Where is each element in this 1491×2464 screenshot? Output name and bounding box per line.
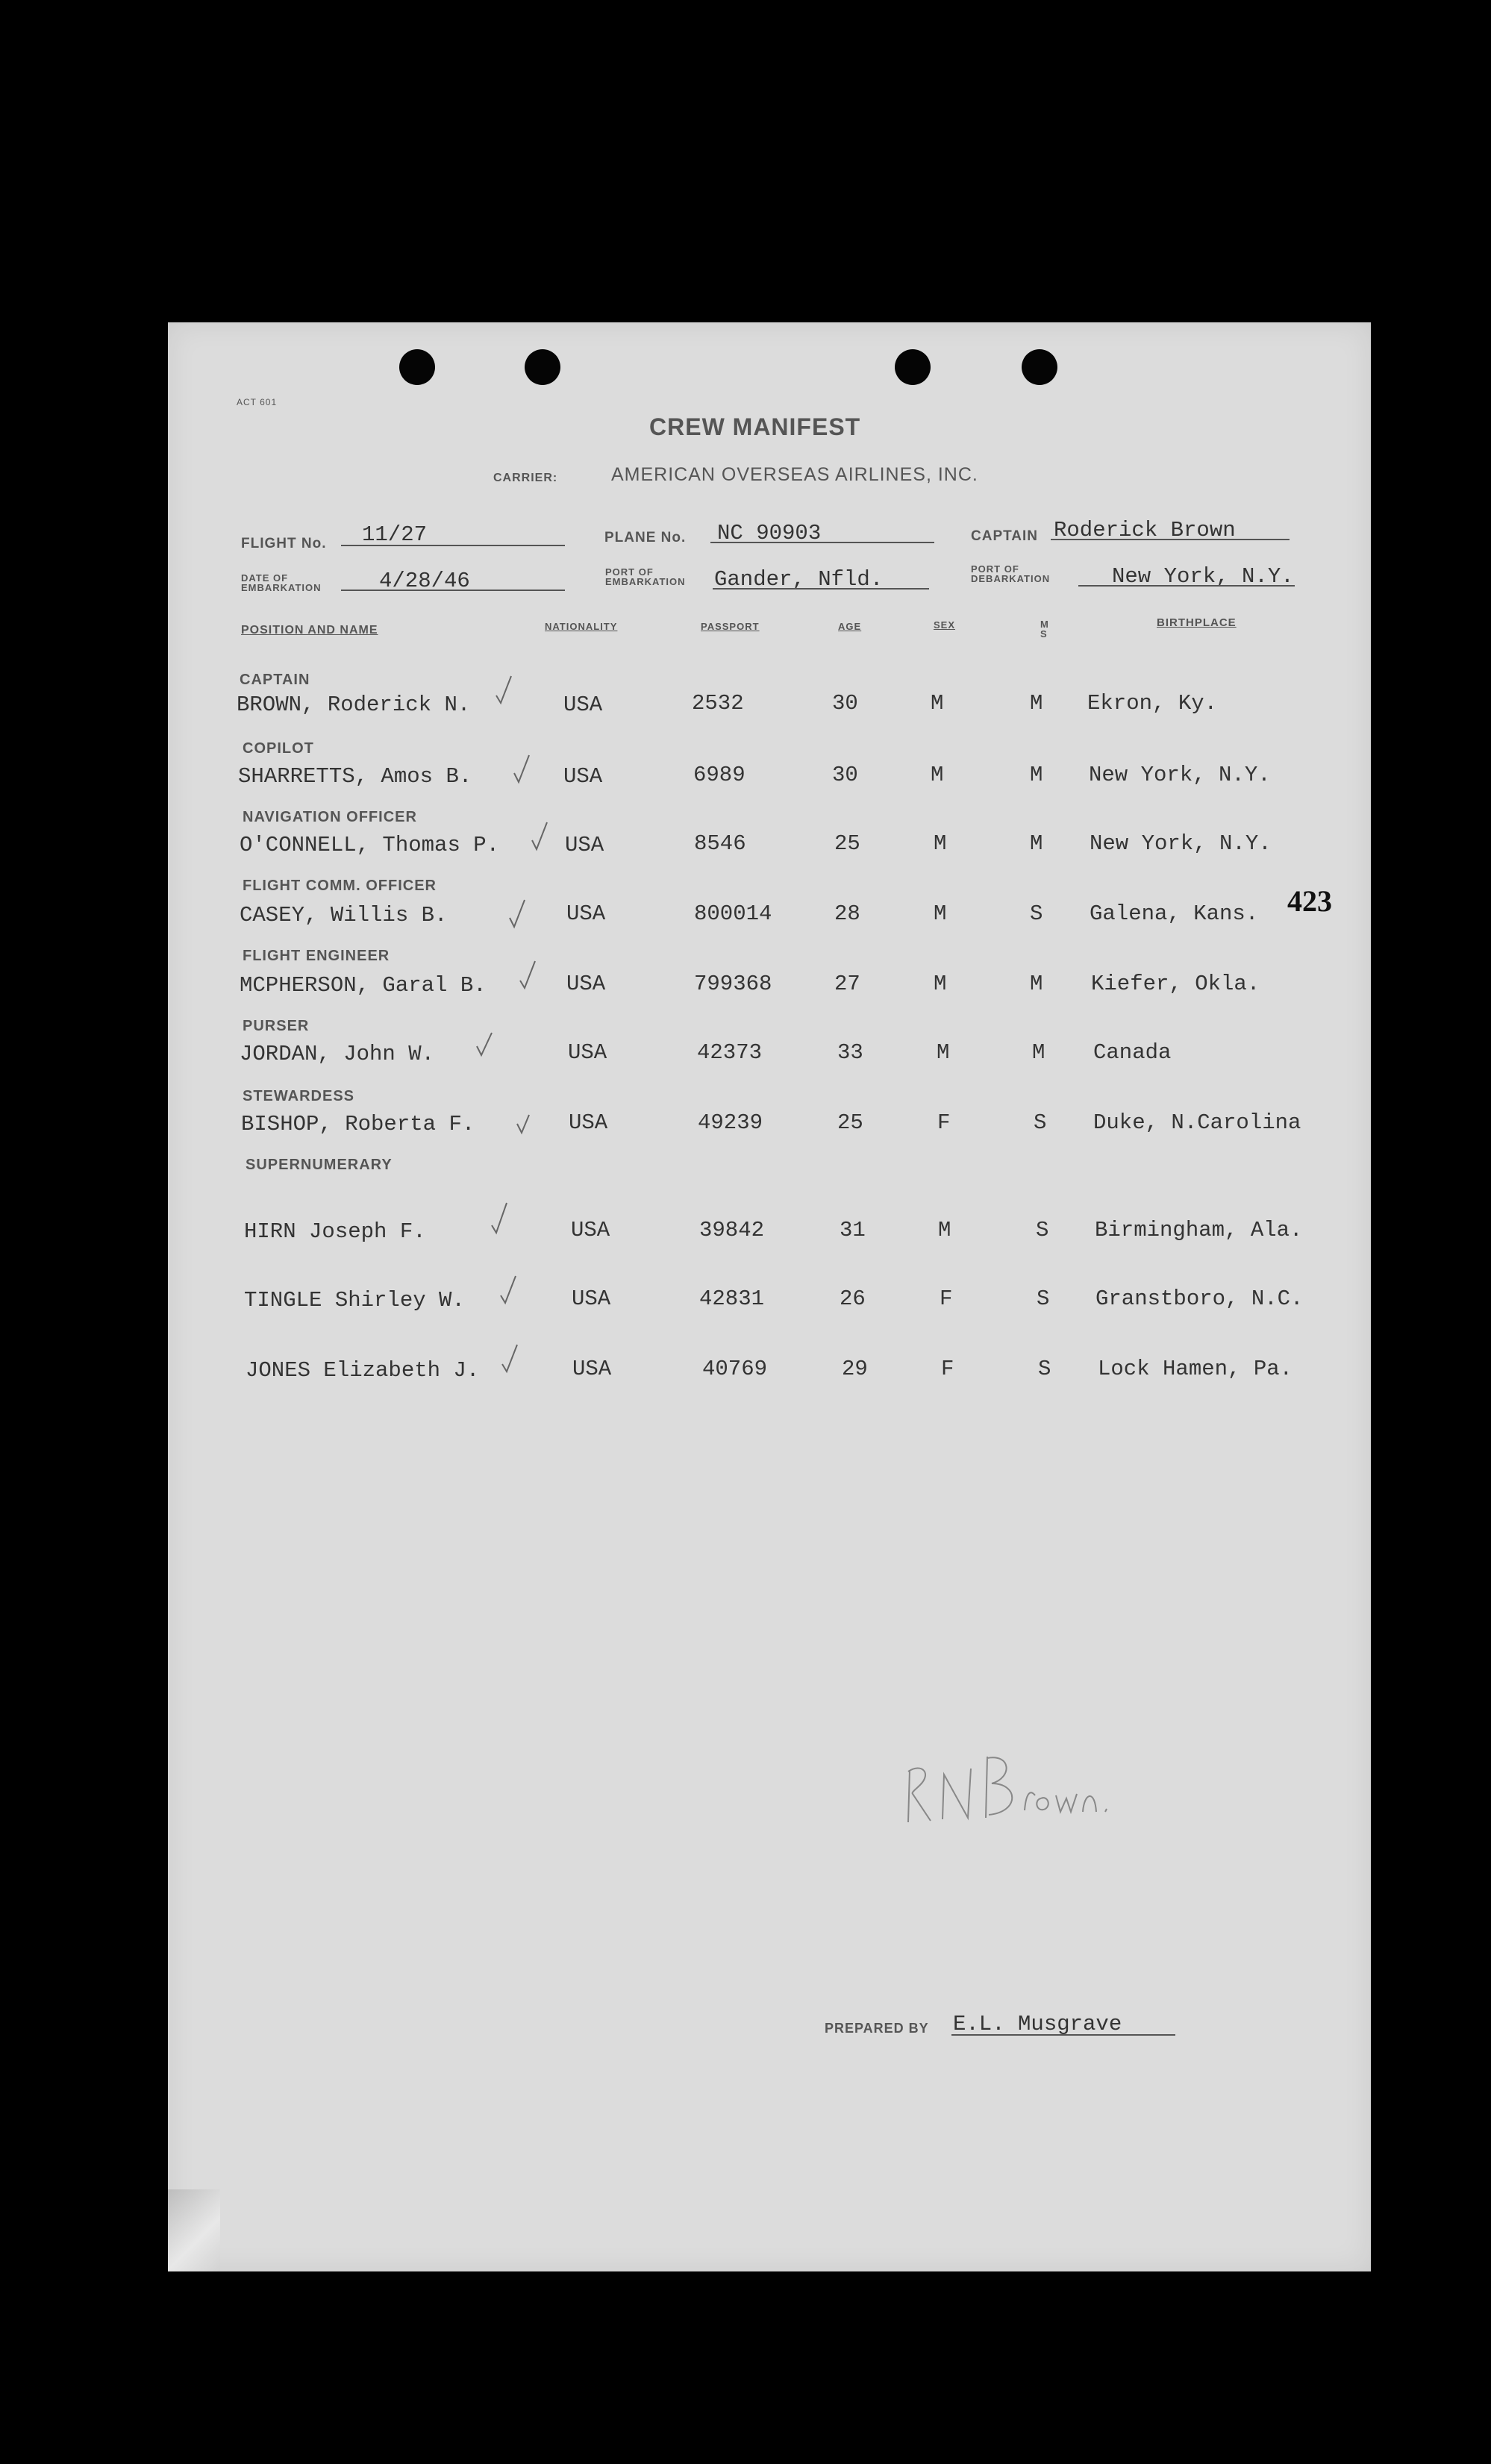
crew-marital: M — [1032, 1040, 1045, 1065]
punch-hole — [525, 349, 560, 385]
check-mark-icon — [531, 821, 547, 851]
folded-corner — [168, 2189, 220, 2271]
plane-rule — [710, 542, 934, 543]
crew-marital: M — [1030, 763, 1043, 787]
date-label: DATE OF EMBARKATION — [241, 572, 322, 593]
crew-marital: M — [1030, 691, 1043, 716]
check-mark-icon — [519, 960, 535, 989]
crew-passport: 42373 — [697, 1040, 763, 1065]
prepared-by-rule — [951, 2034, 1175, 2036]
crew-age: 28 — [834, 901, 860, 926]
crew-age: 25 — [837, 1110, 863, 1135]
crew-name: JORDAN, John W. — [240, 1042, 435, 1066]
crew-passport: 800014 — [694, 901, 772, 926]
crew-sex: M — [931, 763, 944, 787]
port-debarkation-value: New York, N.Y. — [1112, 564, 1294, 589]
supernumerary-passport: 42831 — [699, 1286, 765, 1311]
supernumerary-nationality: USA — [572, 1286, 611, 1311]
crew-role: STEWARDESS — [243, 1088, 355, 1104]
crew-name: BISHOP, Roberta F. — [241, 1112, 475, 1136]
supernumerary-marital: S — [1037, 1286, 1050, 1311]
supernumerary-nationality: USA — [571, 1218, 610, 1242]
supernumerary-age: 29 — [842, 1357, 868, 1381]
crew-age: 27 — [834, 972, 860, 996]
crew-passport: 49239 — [698, 1110, 763, 1135]
check-mark-icon — [516, 1107, 532, 1137]
supernumerary-marital: S — [1036, 1218, 1049, 1242]
flight-rule — [341, 545, 565, 546]
crew-birthplace: Duke, N.Carolina — [1093, 1110, 1301, 1135]
port-embarkation-label: PORT OF EMBARKATION — [605, 566, 686, 587]
check-mark-icon — [513, 754, 529, 784]
supernumerary-sex: F — [941, 1357, 954, 1381]
port-embarkation-rule — [713, 588, 929, 590]
port-debarkation-label: PORT OF DEBARKATION — [971, 563, 1051, 584]
prepared-by-value: E.L. Musgrave — [953, 2012, 1122, 2036]
punch-hole — [1022, 349, 1057, 385]
crew-birthplace: Ekron, Ky. — [1087, 691, 1218, 716]
check-mark-icon — [508, 898, 525, 928]
crew-nationality: USA — [569, 1110, 608, 1135]
manifest-page — [168, 322, 1371, 2271]
supernumerary-sex: F — [940, 1286, 953, 1311]
punch-hole — [895, 349, 931, 385]
crew-sex: M — [931, 691, 944, 716]
carrier-name: AMERICAN OVERSEAS AIRLINES, INC. — [611, 464, 978, 485]
crew-marital: M — [1030, 831, 1043, 856]
page-title: CREW MANIFEST — [649, 413, 861, 440]
crew-age: 25 — [834, 831, 860, 856]
crew-birthplace: New York, N.Y. — [1090, 831, 1272, 856]
col-position-name: POSITION AND NAME — [241, 624, 378, 637]
col-passport: PASSPORT — [701, 621, 760, 632]
captain-signature — [899, 1740, 1116, 1837]
supernumerary-passport: 39842 — [699, 1218, 765, 1242]
carrier-label: CARRIER: — [493, 472, 558, 484]
crew-passport: 2532 — [692, 691, 744, 716]
crew-sex: M — [934, 972, 947, 996]
supernumerary-age: 26 — [840, 1286, 866, 1311]
crew-birthplace: Kiefer, Okla. — [1091, 972, 1260, 996]
supernumerary-name: HIRN Joseph F. — [244, 1219, 426, 1244]
crew-passport: 8546 — [694, 831, 746, 856]
crew-name: CASEY, Willis B. — [240, 903, 448, 928]
date-value: 4/28/46 — [379, 569, 470, 593]
prepared-by-label: PREPARED BY — [825, 2021, 929, 2036]
crew-name: SHARRETTS, Amos B. — [238, 764, 472, 789]
supernumerary-birthplace: Birmingham, Ala. — [1095, 1218, 1303, 1242]
supernumerary-nationality: USA — [572, 1357, 612, 1381]
supernumerary-age: 31 — [840, 1218, 866, 1242]
page-number: 423 — [1287, 884, 1332, 918]
crew-role: FLIGHT COMM. OFFICER — [243, 878, 437, 894]
crew-nationality: USA — [565, 833, 604, 857]
crew-age: 30 — [832, 763, 858, 787]
check-mark-icon — [475, 1030, 492, 1060]
plane-label: PLANE No. — [604, 530, 687, 545]
crew-role: NAVIGATION OFFICER — [243, 809, 417, 825]
port-embarkation-value: Gander, Nfld. — [714, 567, 884, 592]
crew-role: COPILOT — [243, 740, 314, 757]
plane-value: NC 90903 — [717, 521, 822, 545]
flight-label: FLIGHT No. — [241, 536, 327, 551]
form-code: ACT 601 — [237, 397, 278, 407]
captain-label: CAPTAIN — [971, 528, 1039, 544]
crew-nationality: USA — [566, 901, 606, 926]
col-age: AGE — [838, 621, 862, 632]
crew-role: FLIGHT ENGINEER — [243, 948, 390, 964]
crew-nationality: USA — [566, 972, 606, 996]
col-sex: SEX — [934, 619, 956, 631]
supernumerary-name: JONES Elizabeth J. — [246, 1358, 480, 1383]
date-rule — [341, 590, 565, 591]
check-mark-icon — [495, 675, 511, 704]
col-nationality: NATIONALITY — [545, 621, 618, 632]
supernumerary-sex: M — [938, 1218, 951, 1242]
crew-marital: M — [1030, 972, 1043, 996]
captain-value: Roderick Brown — [1054, 518, 1236, 542]
col-birthplace: BIRTHPLACE — [1157, 616, 1237, 629]
crew-sex: M — [937, 1040, 950, 1065]
check-mark-icon — [501, 1343, 517, 1373]
crew-marital: S — [1034, 1110, 1047, 1135]
crew-sex: M — [934, 831, 947, 856]
supernumerary-birthplace: Lock Hamen, Pa. — [1098, 1357, 1293, 1381]
col-marital-status: M S — [1040, 619, 1049, 640]
check-mark-icon — [499, 1275, 516, 1304]
crew-passport: 799368 — [694, 972, 772, 996]
crew-role: CAPTAIN — [240, 672, 310, 688]
supernumerary-passport: 40769 — [702, 1357, 768, 1381]
supernumerary-name: TINGLE Shirley W. — [244, 1288, 465, 1313]
captain-rule — [1051, 539, 1290, 540]
crew-sex: M — [934, 901, 947, 926]
crew-marital: S — [1030, 901, 1043, 926]
supernumerary-label: SUPERNUMERARY — [246, 1157, 393, 1173]
crew-nationality: USA — [568, 1040, 607, 1065]
supernumerary-marital: S — [1038, 1357, 1051, 1381]
crew-birthplace: Galena, Kans. — [1090, 901, 1259, 926]
supernumerary-birthplace: Granstboro, N.C. — [1095, 1286, 1304, 1311]
crew-passport: 6989 — [693, 763, 746, 787]
crew-birthplace: New York, N.Y. — [1089, 763, 1271, 787]
flight-value: 11/27 — [362, 522, 428, 547]
crew-name: MCPHERSON, Garal B. — [240, 973, 487, 998]
check-mark-icon — [490, 1203, 507, 1233]
punch-hole — [399, 349, 435, 385]
crew-birthplace: Canada — [1093, 1040, 1172, 1065]
crew-nationality: USA — [563, 764, 603, 789]
crew-name: BROWN, Roderick N. — [237, 692, 471, 717]
port-debarkation-rule — [1078, 585, 1295, 587]
crew-role: PURSER — [243, 1018, 310, 1034]
crew-age: 30 — [832, 691, 858, 716]
crew-nationality: USA — [563, 692, 603, 717]
crew-sex: F — [937, 1110, 951, 1135]
crew-name: O'CONNELL, Thomas P. — [240, 833, 500, 857]
crew-age: 33 — [837, 1040, 863, 1065]
